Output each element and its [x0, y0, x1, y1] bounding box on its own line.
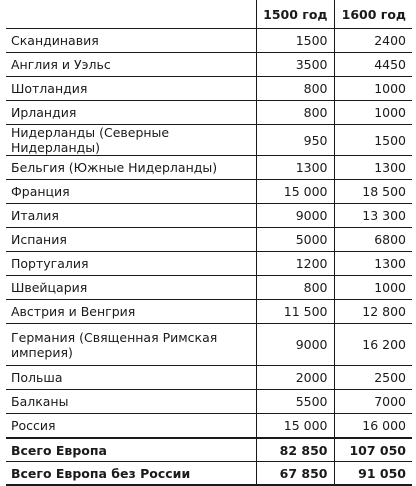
value-1600: 1000	[334, 276, 412, 300]
value-1500: 15 000	[256, 414, 334, 439]
value-1500: 800	[256, 77, 334, 101]
value-1600: 2400	[334, 29, 412, 53]
table-row	[6, 77, 412, 101]
row-label: Польша	[6, 366, 256, 390]
value-1500: 2000	[256, 366, 334, 390]
value-1500: 1300	[256, 156, 334, 180]
value-1600: 1300	[334, 252, 412, 276]
header-row	[6, 0, 412, 29]
table-row	[6, 29, 412, 53]
total-label: Всего Европа без России	[6, 462, 256, 486]
value-1600: 18 500	[334, 180, 412, 204]
value-1500: 9000	[256, 324, 334, 366]
value-1500: 1200	[256, 252, 334, 276]
row-label: Россия	[6, 414, 256, 439]
table-row	[6, 414, 412, 439]
value-1600: 7000	[334, 390, 412, 414]
value-1500: 11 500	[256, 300, 334, 324]
table-row	[6, 53, 412, 77]
table-row	[6, 252, 412, 276]
value-1500: 5000	[256, 228, 334, 252]
total-row	[6, 462, 412, 486]
row-label: Италия	[6, 204, 256, 228]
table-row	[6, 204, 412, 228]
total-1600: 107 050	[334, 438, 412, 462]
total-label: Всего Европа	[6, 438, 256, 462]
value-1500: 800	[256, 101, 334, 125]
value-1500: 15 000	[256, 180, 334, 204]
header-1600: 1600 год	[334, 0, 412, 29]
total-1500: 67 850	[256, 462, 334, 486]
value-1600: 16 200	[334, 324, 412, 366]
row-label: Австрия и Венгрия	[6, 300, 256, 324]
header-1500: 1500 год	[256, 0, 334, 29]
row-label: Скандинавия	[6, 29, 256, 53]
total-row	[6, 438, 412, 462]
value-1500: 5500	[256, 390, 334, 414]
total-1500: 82 850	[256, 438, 334, 462]
row-label: Испания	[6, 228, 256, 252]
total-1600: 91 050	[334, 462, 412, 486]
table-row	[6, 156, 412, 180]
value-1500: 1500	[256, 29, 334, 53]
row-label: Бельгия (Южные Нидерланды)	[6, 156, 256, 180]
value-1600: 1500	[334, 125, 412, 156]
value-1600: 2500	[334, 366, 412, 390]
table-row	[6, 101, 412, 125]
row-label: Португалия	[6, 252, 256, 276]
row-label: Германия (Священная Римская империя)	[6, 324, 256, 366]
table-row	[6, 390, 412, 414]
row-label: Англия и Уэльс	[6, 53, 256, 77]
value-1600: 16 000	[334, 414, 412, 439]
value-1600: 4450	[334, 53, 412, 77]
value-1500: 9000	[256, 204, 334, 228]
header-empty-cell	[6, 0, 256, 29]
value-1500: 950	[256, 125, 334, 156]
row-label: Франция	[6, 180, 256, 204]
value-1600: 13 300	[334, 204, 412, 228]
table-row	[6, 366, 412, 390]
table-row	[6, 324, 412, 366]
row-label: Нидерланды (Северные Нидерланды)	[6, 125, 256, 156]
value-1600: 12 800	[334, 300, 412, 324]
row-label: Ирландия	[6, 101, 256, 125]
table-row	[6, 125, 412, 156]
value-1500: 3500	[256, 53, 334, 77]
value-1600: 1300	[334, 156, 412, 180]
row-label: Шотландия	[6, 77, 256, 101]
value-1500: 800	[256, 276, 334, 300]
table-row	[6, 228, 412, 252]
row-label: Швейцария	[6, 276, 256, 300]
value-1600: 6800	[334, 228, 412, 252]
table-row	[6, 180, 412, 204]
value-1600: 1000	[334, 101, 412, 125]
table-row	[6, 300, 412, 324]
value-1600: 1000	[334, 77, 412, 101]
row-label: Балканы	[6, 390, 256, 414]
table-row	[6, 276, 412, 300]
population-table	[6, 0, 412, 486]
